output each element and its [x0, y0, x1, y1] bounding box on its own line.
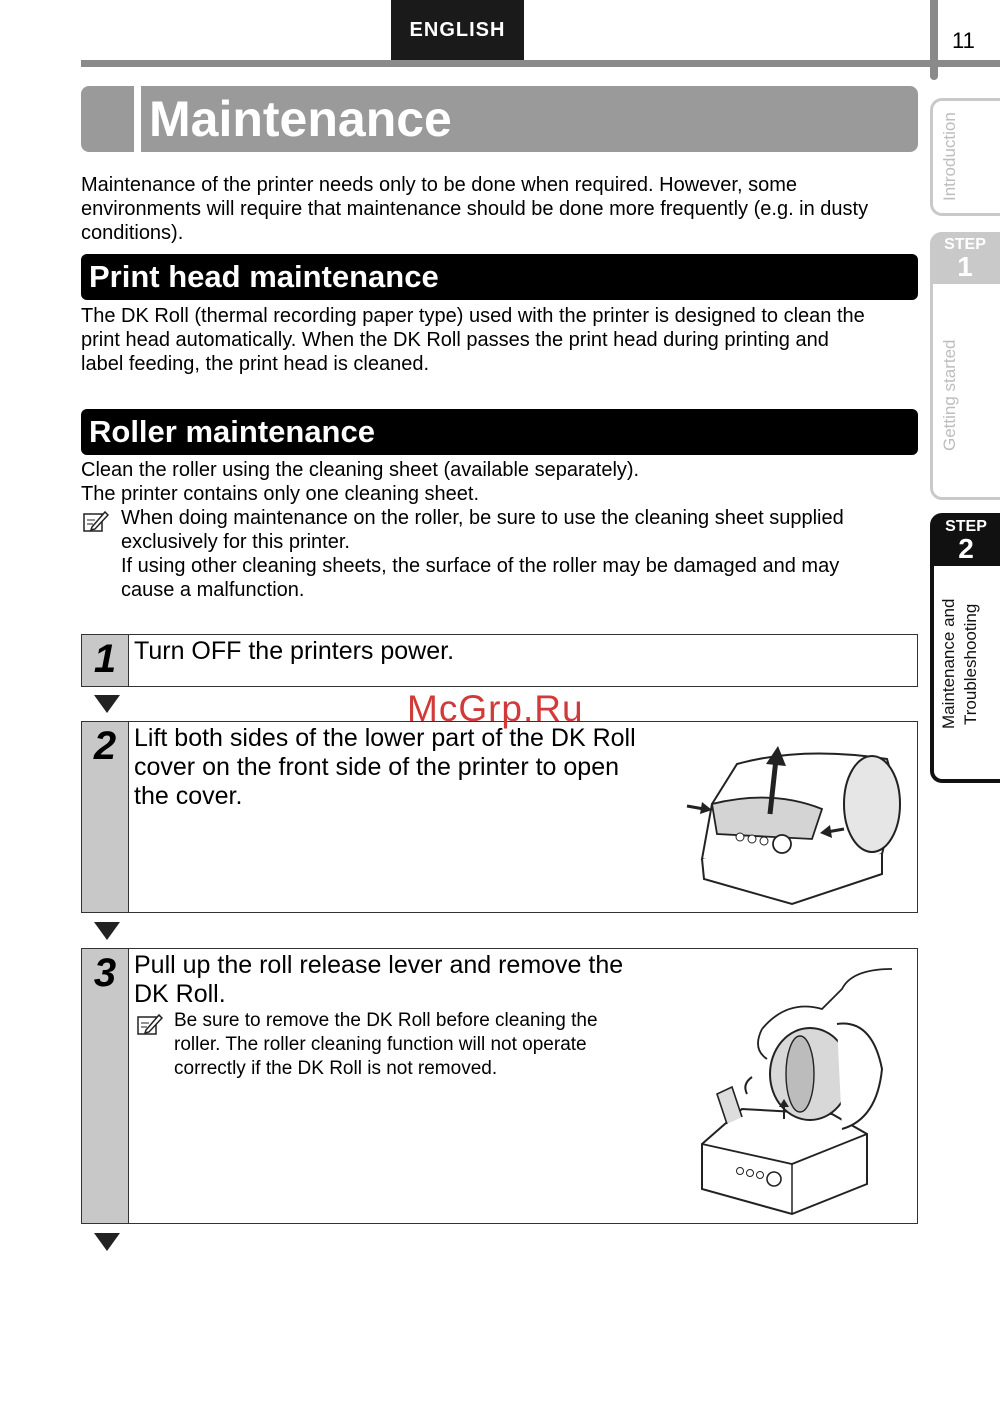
- step-2-badge: STEP 2: [931, 514, 1000, 566]
- down-arrow-icon: [94, 1233, 120, 1251]
- print-head-paragraph: The DK Roll (thermal recording paper type) used with the printer is designed to clean the print head automatically. When the DK Roll passes the print head during printing and label feeding, the print head is cleaned.: [81, 305, 865, 375]
- print-head-heading: Print head maintenance: [81, 254, 918, 300]
- header-rule: [81, 60, 1000, 67]
- tab-maintenance-troubleshooting[interactable]: [930, 513, 1000, 783]
- step-1-box: [81, 634, 918, 687]
- language-tab: ENGLISH: [391, 0, 524, 60]
- step-number: 2: [93, 724, 117, 768]
- roll-removal-illustration: [692, 959, 912, 1219]
- tab-introduction-label: Introduction: [940, 112, 959, 202]
- page-number: 11: [952, 28, 975, 53]
- tab-getting-started-label: Getting started: [940, 339, 959, 451]
- title-accent-block: [81, 86, 134, 152]
- printer-open-cover-illustration: [682, 734, 912, 909]
- down-arrow-icon: [94, 922, 120, 940]
- roller-paragraph: Clean the roller using the cleaning sheet (available separately). The printer contains only one cleaning sheet.: [81, 459, 640, 505]
- side-divider: [930, 0, 938, 80]
- roller-heading: Roller maintenance: [81, 409, 918, 455]
- step-number-column: [82, 722, 129, 912]
- step-3-note: Be sure to remove the DK Roll before cleaning the roller. The roller cleaning function will not operate correctly if the DK Roll is not removed.: [174, 1010, 598, 1079]
- step-3-box: [81, 948, 918, 1224]
- pencil-note-icon: [137, 1012, 163, 1036]
- intro-paragraph: Maintenance of the printer needs only to be done when required. However, some environments will require that maintenance should be done more frequently (e.g. in dusty conditions).: [81, 174, 869, 244]
- tab-getting-started[interactable]: [930, 232, 1000, 500]
- tab-maintenance-label: Maintenance and Troubleshooting: [939, 598, 980, 730]
- step-number-column: [82, 949, 129, 1223]
- step-2-box: [81, 721, 918, 913]
- step-number: 1: [93, 637, 117, 681]
- step-3-text: Pull up the roll release lever and remove the DK Roll.: [134, 951, 624, 1008]
- watermark: McGrp.Ru: [407, 688, 584, 729]
- pencil-note-icon: [83, 509, 109, 533]
- roller-note: When doing maintenance on the roller, be sure to use the cleaning sheet supplied exclusively for this printer. If using other cleaning sheets, the surface of the roller may be damaged and may cause a malfunction.: [121, 507, 844, 601]
- step-1-text: Turn OFF the printers power.: [134, 637, 455, 665]
- step-1-badge: STEP 1: [930, 232, 1000, 284]
- down-arrow-icon: [94, 695, 120, 713]
- tab-introduction[interactable]: [930, 98, 1000, 216]
- step-number: 3: [93, 951, 117, 995]
- step-2-text: Lift both sides of the lower part of the DK Roll cover on the front side of the printer to open the cover.: [134, 724, 636, 810]
- page-title: Maintenance: [141, 86, 918, 152]
- step-number-column: [82, 635, 129, 686]
